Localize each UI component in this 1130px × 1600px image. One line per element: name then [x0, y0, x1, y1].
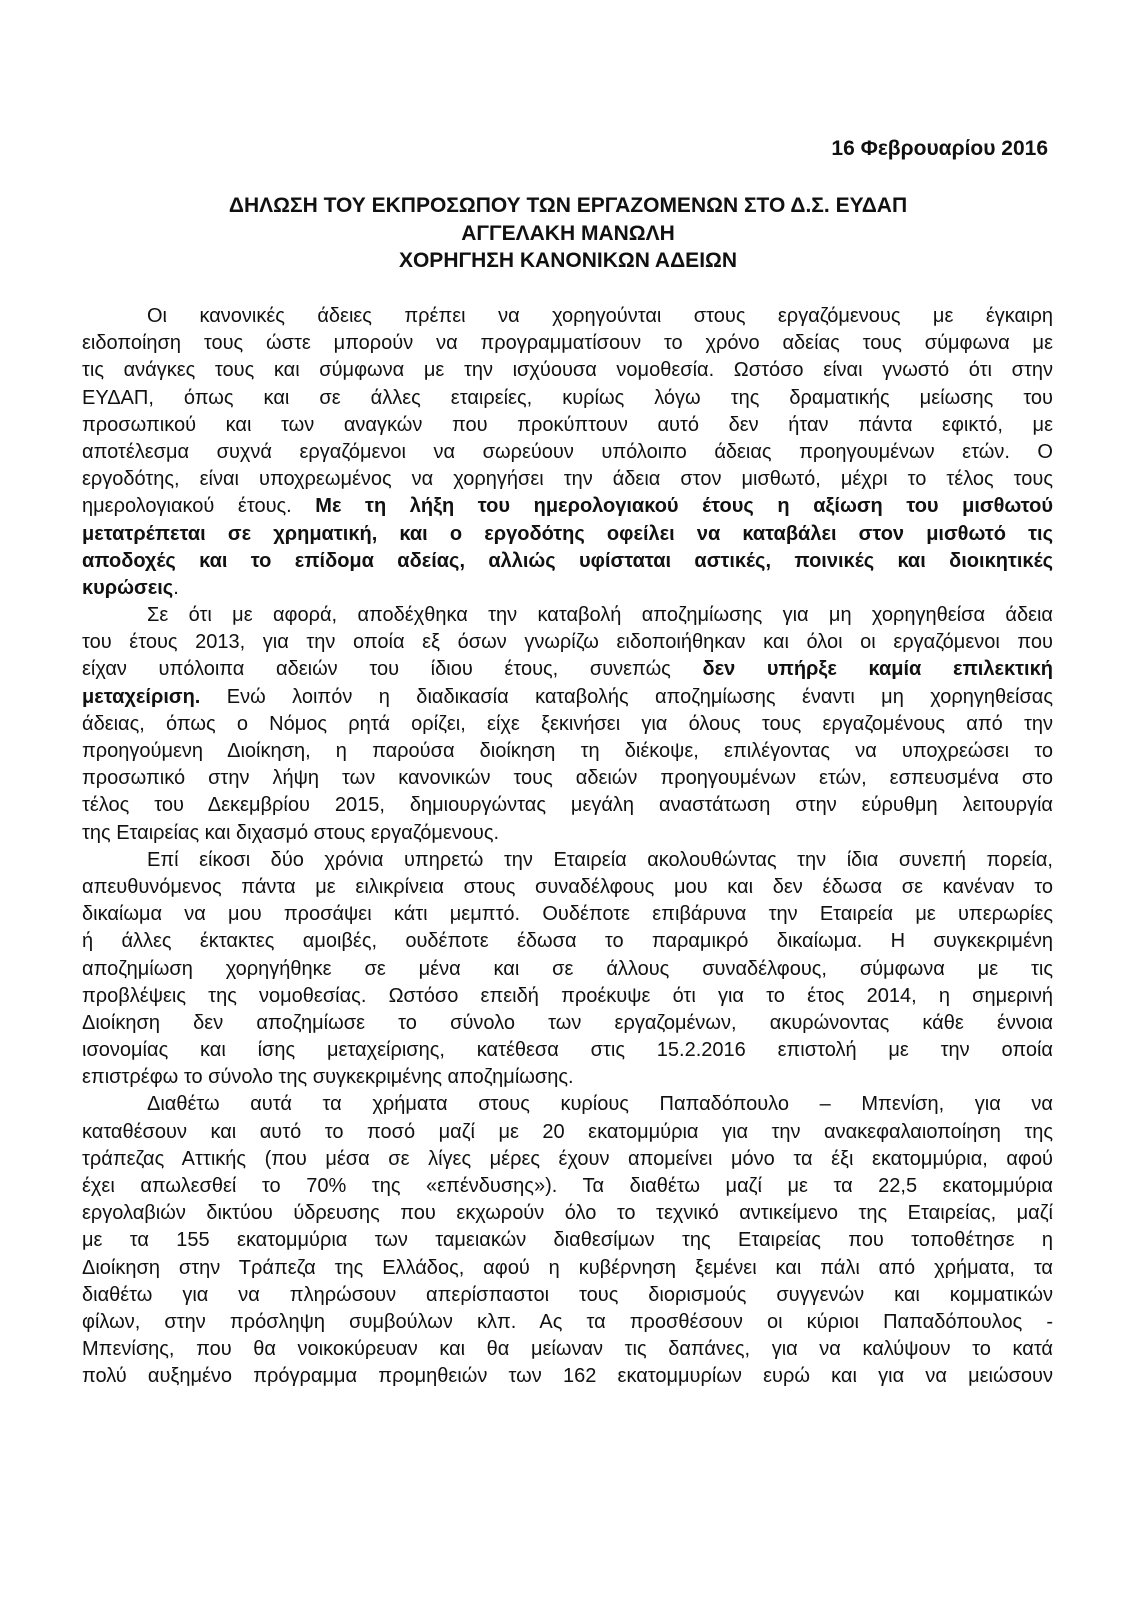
text-span: ΕΥΔΑΠ, όπως και σε άλλες εταιρείες, κυρίως λόγω της δραματικής μείωσης του	[82, 386, 1053, 409]
bold-text: μεταχείριση.	[82, 685, 201, 708]
text-line	[82, 1200, 1053, 1227]
text-span: Οι κανονικές άδειες πρέπει να χορηγούνται στους εργαζόμενους με έγκαιρη	[147, 305, 1053, 327]
text-span: ειδοποίηση τους ώστε μπορούν να προγραμματίσουν το χρόνο αδείας τους σύμφωνα με	[82, 332, 1053, 355]
text-span: διαθέτω για να πληρώσουν απερίσπαστοι τους διορισμούς συγγενών και κομματικών	[82, 1283, 1053, 1306]
text-line	[82, 385, 1053, 412]
text-line	[82, 792, 1053, 819]
text-line	[82, 847, 1053, 874]
text-line	[82, 874, 1053, 901]
text-span: του έτους 2013, για την οποία εξ όσων γνωρίζω ειδοποιήθηκαν και όλοι οι εργαζόμενοι που	[82, 631, 1053, 654]
text-span: πολύ αυξημένο πρόγραμμα προμηθειών των 162 εκατομμυρίων ευρώ και για να μειώσουν	[82, 1365, 1053, 1388]
text-span: προσωπικού και των αναγκών που προκύπτουν αυτό δεν ήταν πάντα εφικτό, με	[82, 413, 1053, 436]
text-span: αποζημίωση χορηγήθηκε σε μένα και σε άλλους συναδέλφους, σύμφωνα με τις	[82, 957, 1053, 980]
text-line	[82, 956, 1053, 983]
text-span: τις ανάγκες τους και σύμφωνα με την ισχύουσα νομοθεσία. Ωστόσο είναι γνωστό ότι στην	[82, 359, 1053, 382]
text-line	[82, 1119, 1053, 1146]
text-line	[82, 602, 1053, 629]
paragraph	[82, 1091, 1053, 1390]
text-line	[82, 901, 1053, 928]
text-line	[82, 1010, 1053, 1037]
text-line	[82, 1282, 1053, 1309]
text-span: προσωπικό στην λήψη των κανονικών τους αδειών προηγουμένων ετών, εσπευσμένα στο	[82, 767, 1053, 790]
text-span: Διοίκηση δεν αποζημίωσε το σύνολο των εργαζομένων, ακυρώνοντας κάθε έννοια	[82, 1011, 1053, 1034]
text-line	[82, 983, 1053, 1010]
text-line	[82, 1336, 1053, 1363]
text-span: Επί είκοσι δύο χρόνια υπηρετώ την Εταιρεία ακολουθώντας την ίδια συνεπή πορεία,	[147, 848, 1053, 871]
document-date: 16 Φεβρουαρίου 2016	[831, 137, 1048, 160]
text-line	[82, 439, 1053, 466]
title-line: ΑΓΓΕΛΑΚΗ ΜΑΝΩΛΗ	[461, 221, 675, 245]
text-line	[82, 738, 1053, 765]
text-span: δικαίωμα να μου προσάψει κάτι μεμπτό. Ουδέποτε επιβάρυνα την Εταιρεία με υπερωρίες	[82, 903, 1053, 926]
title-line: ΧΟΡΗΓΗΣΗ ΚΑΝΟΝΙΚΩΝ ΑΔΕΙΩΝ	[398, 249, 738, 272]
text-line	[82, 765, 1053, 792]
text-line	[82, 629, 1053, 656]
text-line	[82, 548, 1053, 575]
text-line	[82, 711, 1053, 738]
text-line	[82, 412, 1053, 439]
text-span: ή άλλες έκτακτες αμοιβές, ουδέποτε έδωσα το παραμικρό δικαίωμα. Η συγκεκριμένη	[82, 930, 1053, 953]
text-span: απευθυνόμενος πάντα με ειλικρίνεια στους συναδέλφους μου και δεν έδωσα σε κανέναν το	[82, 875, 1053, 898]
text-line	[82, 357, 1053, 384]
text-line	[82, 575, 1053, 602]
text-span: της Εταιρείας και διχασμό στους εργαζόμενους.	[82, 821, 500, 844]
text-span: φίλων, στην πρόσληψη συμβούλων κλπ. Ας τα προσθέσουν οι κύριοι Παπαδόπουλος -	[82, 1310, 1053, 1333]
document-body	[82, 303, 1053, 1391]
text-span: ισονομίας και ίσης μεταχείρισης, κατέθεσα στις 15.2.2016 επιστολή με την οποία	[82, 1039, 1053, 1062]
text-line	[82, 466, 1053, 493]
text-line	[82, 656, 1053, 683]
text-span: εργολαβιών δικτύου ύδρευσης που εκχωρούν όλο το τεχνικό αντικείμενο της Εταιρείας, μαζί	[82, 1202, 1053, 1225]
text-span: προηγούμενη Διοίκηση, η παρούσα διοίκηση τη διέκοψε, επιλέγοντας να υποχρεώσει το	[82, 740, 1053, 762]
bold-text: μετατρέπεται σε χρηματική, και ο εργοδότης οφείλει να καταβάλει στον μισθωτό τις	[82, 522, 1053, 545]
text-line	[82, 1173, 1053, 1200]
text-line	[82, 303, 1053, 330]
text-span: προβλέψεις της νομοθεσίας. Ωστόσο επειδή προέκυψε ότι για το έτος 2014, η σημερινή	[82, 984, 1053, 1007]
text-line	[82, 493, 1053, 520]
text-span: Διαθέτω αυτά τα χρήματα στους κυρίους Παπαδόπουλο – Μπενίση, για να	[147, 1093, 1053, 1116]
text-span: καταθέσουν και αυτό το ποσό μαζί με 20 εκατομμύρια για την ανακεφαλαιοποίηση της	[82, 1120, 1053, 1143]
text-line	[82, 521, 1053, 548]
text-line	[82, 1091, 1053, 1118]
text-span: Ενώ λοιπόν η διαδικασία καταβολής αποζημίωσης έναντι μη χορηγηθείσας	[200, 685, 1053, 708]
text-span: Σε ότι με αφορά, αποδέχθηκα την καταβολή αποζημίωσης για μη χορηγηθείσα άδεια	[147, 604, 1053, 627]
text-span: τέλος του Δεκεμβρίου 2015, δημιουργώντας μεγάλη αναστάτωση στην εύρυθμη λειτουργία	[82, 794, 1053, 817]
text-span: ημερολογιακού έτους.	[82, 495, 316, 518]
bold-text: δεν υπήρξε καμία επιλεκτική	[702, 658, 1053, 681]
text-line	[82, 1146, 1053, 1173]
text-span: άδειας, όπως ο Νόμος ρητά ορίζει, είχε ξεκινήσει για όλους τους εργαζομένους από την	[82, 712, 1053, 735]
text-span: αποτέλεσμα συχνά εργαζόμενοι να σωρεύουν υπόλοιπο άδειας προηγουμένων ετών. Ο	[82, 440, 1053, 463]
text-span: Διοίκηση στην Τράπεζα της Ελλάδος, αφού η κυβέρνηση ξεμένει και πάλι από χρήματα, τα	[82, 1256, 1053, 1279]
text-line	[82, 684, 1053, 711]
text-span: εργοδότης, είναι υποχρεωμένος να χορηγήσει την άδεια στον μισθωτό, μέχρι το τέλος τους	[82, 468, 1053, 491]
paragraph	[82, 847, 1053, 1092]
text-line	[82, 1309, 1053, 1336]
bold-text: αποδοχές και το επίδομα αδείας, αλλιώς υφίσταται αστικές, ποινικές και διοικητικές	[82, 549, 1053, 572]
document-title	[82, 192, 1054, 275]
text-span: τράπεζας Αττικής (που μέσα σε λίγες μέρες έχουν απομείνει μόνο τα έξι εκατομμύρια, αφού	[82, 1147, 1053, 1170]
paragraph	[82, 303, 1053, 602]
text-line	[82, 1064, 1053, 1091]
text-span: .	[173, 576, 179, 599]
bold-text: κυρώσεις	[82, 576, 174, 599]
text-line	[82, 928, 1053, 955]
bold-text: Με τη λήξη του ημερολογιακού έτους η αξίωση του μισθωτού	[315, 495, 1053, 518]
text-span: είχαν υπόλοιπα αδειών του ίδιου έτους, συνεπώς	[82, 658, 703, 681]
text-span: επιστρέφω το σύνολο της συγκεκριμένης αποζημίωσης.	[82, 1066, 574, 1089]
title-line: ΔΗΛΩΣΗ ΤΟΥ ΕΚΠΡΟΣΩΠΟΥ ΤΩΝ ΕΡΓΑΖΟΜΕΝΩΝ ΣΤΟ Δ.Σ. ΕΥΔΑΠ	[228, 194, 908, 217]
text-line	[82, 1255, 1053, 1282]
paragraph	[82, 602, 1053, 847]
text-line	[82, 1227, 1053, 1254]
text-line	[82, 820, 1053, 847]
text-span: με τα 155 εκατομμύρια των ταμειακών διαθεσίμων της Εταιρείας που τοποθέτησε η	[82, 1229, 1053, 1252]
text-line	[82, 330, 1053, 357]
text-line	[82, 1363, 1053, 1390]
text-span: Μπενίσης, που θα νοικοκύρευαν και θα μείωναν τις δαπάνες, για να καλύψουν το κατά	[82, 1338, 1053, 1361]
text-span: έχει απωλεσθεί το 70% της «επένδυσης»). Τα διαθέτω μαζί με τα 22,5 εκατομμύρια	[82, 1175, 1053, 1197]
text-line	[82, 1037, 1053, 1064]
